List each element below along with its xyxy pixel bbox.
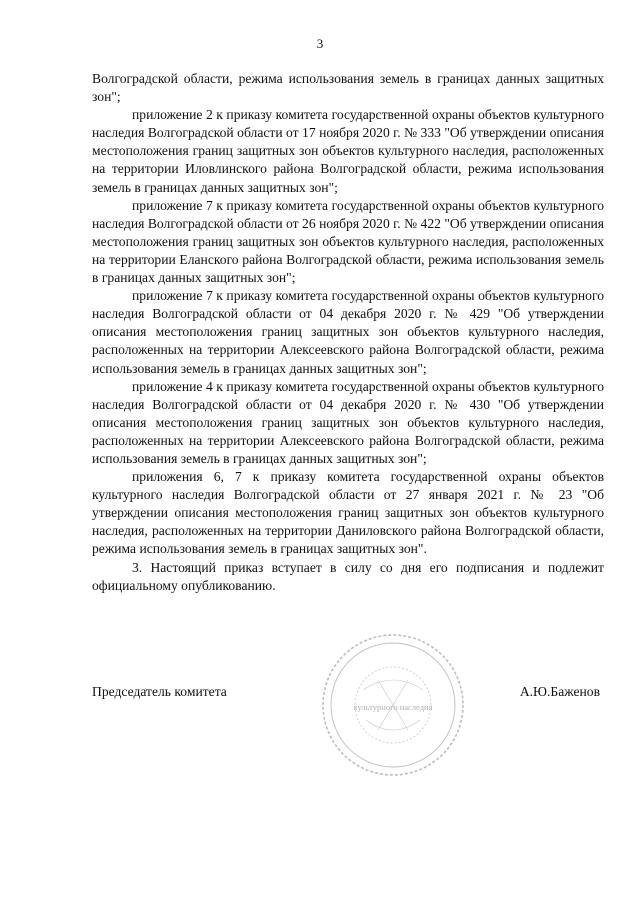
paragraph-appendix-4-430: приложение 4 к приказу комитета государственной охраны объектов культурного наследия Волгоградской области от 04 декабря 2020 г. № 430 "Об утверждении описания местоположения границ защитных зон объектов культурного наследия, расположенных на территории Алексеевского района Волгоградской области, режима использования земель в границах данных защитных зон"; xyxy=(92,378,604,466)
document-body xyxy=(92,70,604,595)
signatory-title: Председатель комитета xyxy=(92,684,227,699)
paragraph-appendix-6-7-23: приложения 6, 7 к приказу комитета государственной охраны объектов культурного наследия Волгоградской области от 27 января 2021 г. № 23 "Об утверждении описания местоположения границ защитных зон объектов культурного наследия, расположенных на территории Даниловского района Волгоградской области, режима использования земель в границах защитных зон". xyxy=(92,469,604,557)
paragraph-appendix-2: приложение 2 к приказу комитета государственной охраны объектов культурного наследия Волгоградской области от 17 ноября 2020 г. № 333 "Об утверждении описания местоположения границ защитных зон объектов культурного наследия, расположенных на территории Иловлинского района Волгоградской области, режима использования земель в границах данных защитных зон"; xyxy=(92,107,604,195)
paragraph-continuation: Волгоградской области, режима использования земель в границах данных защитных зон"; xyxy=(92,71,604,105)
stamp-text: культурного наследия xyxy=(353,702,433,712)
paragraph-appendix-7-422: приложение 7 к приказу комитета государственной охраны объектов культурного наследия Волгоградской области от 26 ноября 2020 г. № 422 "Об утверждении описания местоположения границ защитных зон объектов культурного наследия, расположенных на территории Еланского района Волгоградской области, режима использования земель в границах данных защитных зон"; xyxy=(92,197,604,286)
page-number: 3 xyxy=(316,36,324,51)
paragraph-appendix-7-429: приложение 7 к приказу комитета государственной охраны объектов культурного наследия Волгоградской области от 04 декабря 2020 г. № 429 "Об утверждении описания местоположения границ защитных зон объектов культурного наследия, расположенных на территории Алексеевского района Волгоградской области, режима использования земель в границах данных защитных зон"; xyxy=(92,288,604,376)
paragraph-effective-clause: 3. Настоящий приказ вступает в силу со дня его подписания и подлежит официальному опубликованию. xyxy=(92,559,604,593)
signatory-name: А.Ю.Баженов xyxy=(519,684,600,699)
signature-block xyxy=(92,684,604,708)
